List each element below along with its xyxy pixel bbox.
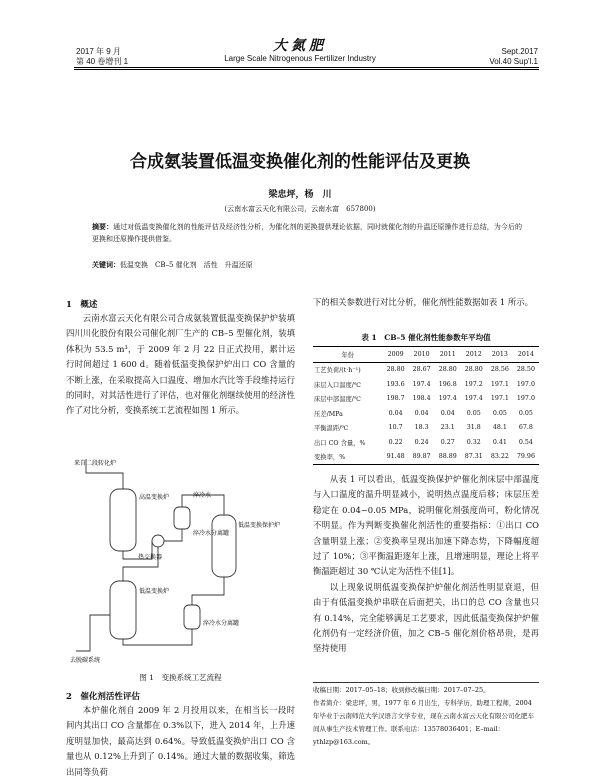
table-cell: 193.6 <box>386 380 405 388</box>
table-cell: 197.0 <box>516 395 535 403</box>
table-cell: 88.89 <box>438 453 457 461</box>
keywords <box>92 260 522 270</box>
table-cell: 23.1 <box>440 424 455 432</box>
table-1-caption: 表 1 CB–5 催化剂性能参数年平均值 <box>361 333 491 342</box>
table-cell: 0.05 <box>518 409 533 417</box>
table-cell: 31.8 <box>466 424 481 432</box>
table-row <box>313 450 539 465</box>
table-cell: 0.04 <box>388 409 403 417</box>
table-row <box>313 421 539 436</box>
table-cell: 197.1 <box>490 380 509 388</box>
abstract <box>92 221 522 245</box>
table-row <box>313 392 539 407</box>
table-cell: 0.32 <box>466 438 481 446</box>
hts-vessel <box>110 489 136 551</box>
table-row <box>313 377 539 392</box>
table-cell: 0.04 <box>414 409 429 417</box>
table-header-row <box>313 347 539 363</box>
section-2-paragraph: 本炉催化剂自 2009 年 2 月投用以来，在相当长一段时间内其出口 CO 含量都在 0.3%以下，进入 2014 年，上升速度明显加快，最高达到 0.64%。导致低温变换炉出口 CO 含量也从 0.12%上升到了 0.14%。通过大量的数据收集，筛选出同等负荷 <box>66 705 295 777</box>
table-row-label: 压差/MPa <box>314 410 343 418</box>
table-cell: 196.8 <box>438 380 457 388</box>
table-row <box>313 435 539 450</box>
label-lts: 低温变换炉 <box>139 588 170 595</box>
figure-1-caption: 图 1 变换系统工艺流程 <box>139 673 222 682</box>
received-dates: 收稿日期：2017–05–18；收到修改稿日期：2017–07–25。 <box>313 686 490 694</box>
label-heat-exch: 热交换器 <box>138 554 163 561</box>
lts-vessel <box>212 515 236 577</box>
table-cell: 0.24 <box>414 438 429 446</box>
table-cell: 197.1 <box>490 395 509 403</box>
table-cell: 0.27 <box>440 438 455 446</box>
table-cell: 10.7 <box>388 424 403 432</box>
table-cell: 28.80 <box>464 366 483 374</box>
table-cell: 28.56 <box>490 366 509 374</box>
quench-tank <box>184 605 200 629</box>
author-bio: 作者简介：梁忠坪，男，1977 年 6 月出生，专科学历，助理工程师，2004 年毕业于云南师范大学汉语言文学专业，现在云南水富云天化有限公司化肥车间从事生产技术管理工作。联系电话：13578036401；E–mail：ythlzp@163.com。 <box>313 699 534 746</box>
table-cell: 79.96 <box>516 453 535 461</box>
authors: 梁忠坪，杨 川 <box>268 190 332 200</box>
section-1-paragraph: 云南水富云天化有限公司合成氨装置低温变换保护炉装填四川川化股份有限公司催化剂厂生产的 CB–5 型催化剂，装填体积为 53.5 m³，于 2009 年 2 月 22 日正式投用，累计运行时间超过 1 600 d。随着低温变换保护炉出口 CO 含量的不断上涨，在采取提高入口温度、增加水汽比等手段维持运行的同时，对其活性进行了评估，也对催化剂继续使用的经济性作了对比分析，变换系统工艺流程如图 1 所示。 <box>66 313 295 416</box>
heat-exchanger <box>152 535 164 547</box>
figure-1-process-diagram <box>66 455 296 667</box>
intro-continued: 下的相关参数进行对比分析，催化剂性能数据如表 1 所示。 <box>313 297 534 307</box>
section-1-heading: 1 概述 <box>66 300 98 310</box>
table-row-label: 床层入口温度/℃ <box>314 381 361 389</box>
quench-separator <box>174 507 190 529</box>
table-cell: 2009 <box>387 350 404 358</box>
abstract-label: 摘要： <box>92 222 114 231</box>
table-cell: 0.54 <box>518 438 533 446</box>
label-lts-guard: 低温变换保护炉 <box>238 522 281 529</box>
header-rule-thin <box>74 69 539 70</box>
journal-logo: 大氮肥 <box>273 38 327 54</box>
table-cell: 2011 <box>439 350 456 358</box>
table-cell: 0.04 <box>440 409 455 417</box>
label-quench-tank: 淬冷水分离罐 <box>203 620 240 627</box>
table-cell: 28.50 <box>516 366 535 374</box>
section-2-body <box>66 703 295 777</box>
table-cell: 197.4 <box>464 395 483 403</box>
table-row-label: 变换率，% <box>314 454 346 462</box>
header-rule <box>74 67 539 68</box>
label-quench-water: 淬冷水 <box>193 492 212 499</box>
table-cell: 91.48 <box>386 453 405 461</box>
abstract-text: 通过对低温变换催化剂的性能评估及经济性分析，为催化剂的更换提供理论依据，同时就催化剂的升温还原操作进行总结，为今后的更换和还原操作提供借鉴。 <box>92 223 523 243</box>
table-row-label: 工艺负荷/(t·h⁻¹) <box>314 367 361 375</box>
table-row <box>313 406 539 421</box>
label-hts: 高温变换炉 <box>139 494 170 501</box>
table-cell: 2012 <box>465 350 482 358</box>
table-cell: 198.7 <box>386 395 405 403</box>
table-cell: 89.87 <box>412 453 431 461</box>
table-cell: 0.05 <box>466 409 481 417</box>
table-cell: 28.67 <box>412 366 431 374</box>
issue-date: 2017 年 9 月 <box>76 47 121 56</box>
lts-guard-vessel <box>110 581 136 639</box>
table-row-label: 床层中部温度/℃ <box>314 396 361 404</box>
section-1-body <box>66 311 295 419</box>
table-cell: 28.80 <box>386 366 405 374</box>
table-cell: 83.22 <box>490 453 509 461</box>
table-cell: 197.2 <box>464 380 483 388</box>
right-column-body <box>313 472 539 657</box>
table-cell: 18.3 <box>414 424 429 432</box>
table-row-label: 平衡温距/℃ <box>314 425 349 433</box>
article-title: 合成氨装置低温变换催化剂的性能评估及更换 <box>130 152 470 172</box>
table-cell: 48.1 <box>492 424 507 432</box>
table-row-label: 出口 CO 含量，% <box>314 439 366 447</box>
table-cell: 0.41 <box>492 438 507 446</box>
table-cell: 197.4 <box>438 395 457 403</box>
table-cell: 0.22 <box>388 438 403 446</box>
table-cell: 2014 <box>517 350 534 358</box>
table-cell: 67.8 <box>518 424 533 432</box>
label-from-secondary: 来自二段转化炉 <box>74 460 117 467</box>
journal-english-name: Large Scale Nitrogenous Fertilizer Industry <box>224 54 376 63</box>
header-right <box>489 47 538 67</box>
analysis-paragraph-1: 从表 1 可以看出，低温变换保护炉催化剂床层中部温度与入口温度的温升明显减小，说明热点温度后移；床层压差稳定在 0.04~0.05 MPa，说明催化剂强度尚可，粉化情况不明显。作为判断变换催化剂活性的重要指标：①出口 CO 含量明显上涨；②变换率呈现出加速下降态势，下降幅度超过了 10%；③平衡温距逐年上涨，且增速明显，理论上将平衡温距超过 30 ℃认定为活性不佳[1]。 <box>313 474 539 577</box>
table-cell: 28.80 <box>438 366 457 374</box>
table-cell: 0.05 <box>492 409 507 417</box>
table-1-body <box>313 347 539 465</box>
table-row-label: 年份 <box>341 351 355 359</box>
keywords-text: 低温变换 CB–5 催化剂 活性 升温还原 <box>120 261 253 269</box>
table-cell: 2010 <box>413 350 430 358</box>
footnote-rule <box>313 682 539 683</box>
table-cell: 197.0 <box>516 380 535 388</box>
affiliation: (云南水富云天化有限公司，云南水富 657800) <box>224 205 376 213</box>
issue-volume: 第 40 卷增刊 1 <box>76 57 129 66</box>
keywords-label: 关键词： <box>92 260 120 269</box>
table-cell: 2013 <box>491 350 508 358</box>
issue-volume-en: Vol.40 Sup'l.1 <box>489 57 538 66</box>
label-to-decarb: 去脱碳系统 <box>70 657 101 664</box>
table-cell: 198.4 <box>412 395 431 403</box>
section-2-heading: 2 催化剂活性评估 <box>66 692 140 702</box>
table-cell: 197.4 <box>412 380 431 388</box>
issue-date-en: Sept.2017 <box>501 47 538 56</box>
label-quench-sep: 淬冷水分离罐 <box>193 530 230 537</box>
footnote <box>313 684 539 749</box>
right-column-intro <box>313 295 539 310</box>
table-row <box>313 362 539 377</box>
table-1 <box>313 346 539 465</box>
analysis-paragraph-2: 以上现象说明低温变换保护炉催化剂活性明显衰退，但由于有低温变换炉串联在后面把关，出口的总 CO 含量也只有 0.14%，完全能够满足工艺要求，因此低温变换保护炉催化剂仍有一定经济价值，加之 CB–5 催化剂价格昂贵，是再坚持使用 <box>313 581 539 654</box>
table-cell: 87.31 <box>464 453 483 461</box>
